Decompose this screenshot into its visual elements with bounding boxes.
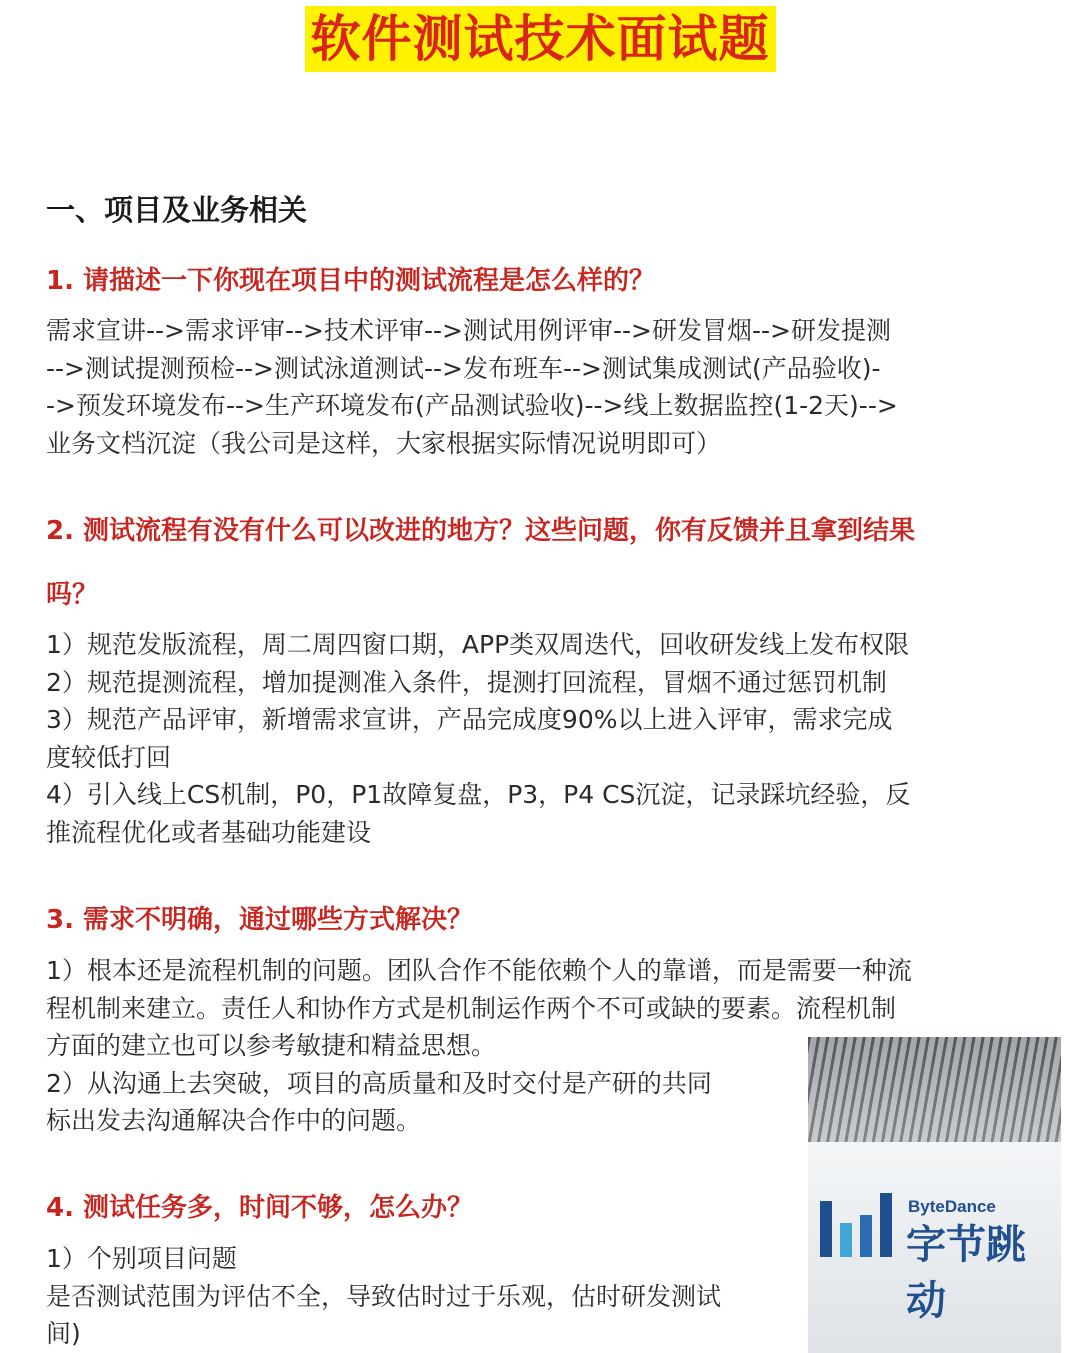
answer-line: 推流程优化或者基础功能建设: [46, 817, 372, 847]
answer-line: 程机制来建立。责任人和协作方式是机制运作两个不可或缺的要素。流程机制: [46, 993, 897, 1023]
answer-line: 4）引入线上CS机制，P0，P1故障复盘，P3，P4 CS沉淀，记录踩坑经验，反: [46, 780, 911, 809]
answer-line: 3）规范产品评审，新增需求宣讲，产品完成度90%以上进入评审，需求完成: [46, 705, 893, 734]
answer-line: 1）个别项目问题: [46, 1244, 237, 1273]
section-heading: 一、项目及业务相关: [46, 193, 308, 227]
brand-name-cn: 字节跳动: [906, 1222, 1026, 1324]
answer-line: 间): [46, 1319, 81, 1348]
answer-1: [46, 312, 1036, 462]
question-2-continued: 吗？: [46, 580, 99, 610]
answer-line: -->测试提测预检-->测试泳道测试-->发布班车-->测试集成测试(产品验收)-: [46, 353, 881, 383]
answer-2: [46, 626, 1036, 851]
bytedance-logo-icon: [818, 1187, 902, 1267]
page-title: 软件测试技术面试题: [305, 6, 776, 72]
question-2: 2. 测试流程有没有什么可以改进的地方？这些问题，你有反馈并且拿到结果: [46, 516, 916, 546]
answer-line: 需求宣讲-->需求评审-->技术评审-->测试用例评审-->研发冒烟-->研发提测: [46, 316, 891, 345]
answer-line: 是否测试范围为评估不全，导致估时过于乐观，估时研发测试: [46, 1281, 722, 1311]
bytedance-photo: [808, 1037, 1061, 1353]
answer-line: 1）根本还是流程机制的问题。团队合作不能依赖个人的靠谱，而是需要一种流: [46, 956, 912, 985]
question-1: 1. 请描述一下你现在项目中的测试流程是怎么样的？: [46, 266, 656, 296]
title-wrap: [0, 6, 1080, 72]
ceiling-shade: [808, 1037, 1061, 1142]
brand-name-en: ByteDance: [908, 1197, 996, 1216]
answer-line: 方面的建立也可以参考敏捷和精益思想。: [46, 1031, 497, 1060]
answer-line: ->预发环境发布-->生产环境发布(产品测试验收)-->线上数据监控(1-2天)-->: [46, 391, 898, 420]
answer-line: 2）规范提测流程，增加提测准入条件，提测打回流程，冒烟不通过惩罚机制: [46, 667, 887, 697]
answer-line: 度较低打回: [46, 742, 172, 772]
question-3: 3. 需求不明确，通过哪些方式解决？: [46, 905, 474, 935]
answer-line: 1）规范发版流程，周二周四窗口期，APP类双周迭代，回收研发线上发布权限: [46, 630, 910, 659]
answer-line: 业务文档沉淀（我公司是这样，大家根据实际情况说明即可）: [46, 428, 722, 458]
answer-line: 2）从沟通上去突破，项目的高质量和及时交付是产研的共同: [46, 1068, 712, 1098]
question-4: 4. 测试任务多，时间不够，怎么办？: [46, 1193, 474, 1223]
answer-line: 标出发去沟通解决合作中的问题。: [46, 1106, 422, 1135]
